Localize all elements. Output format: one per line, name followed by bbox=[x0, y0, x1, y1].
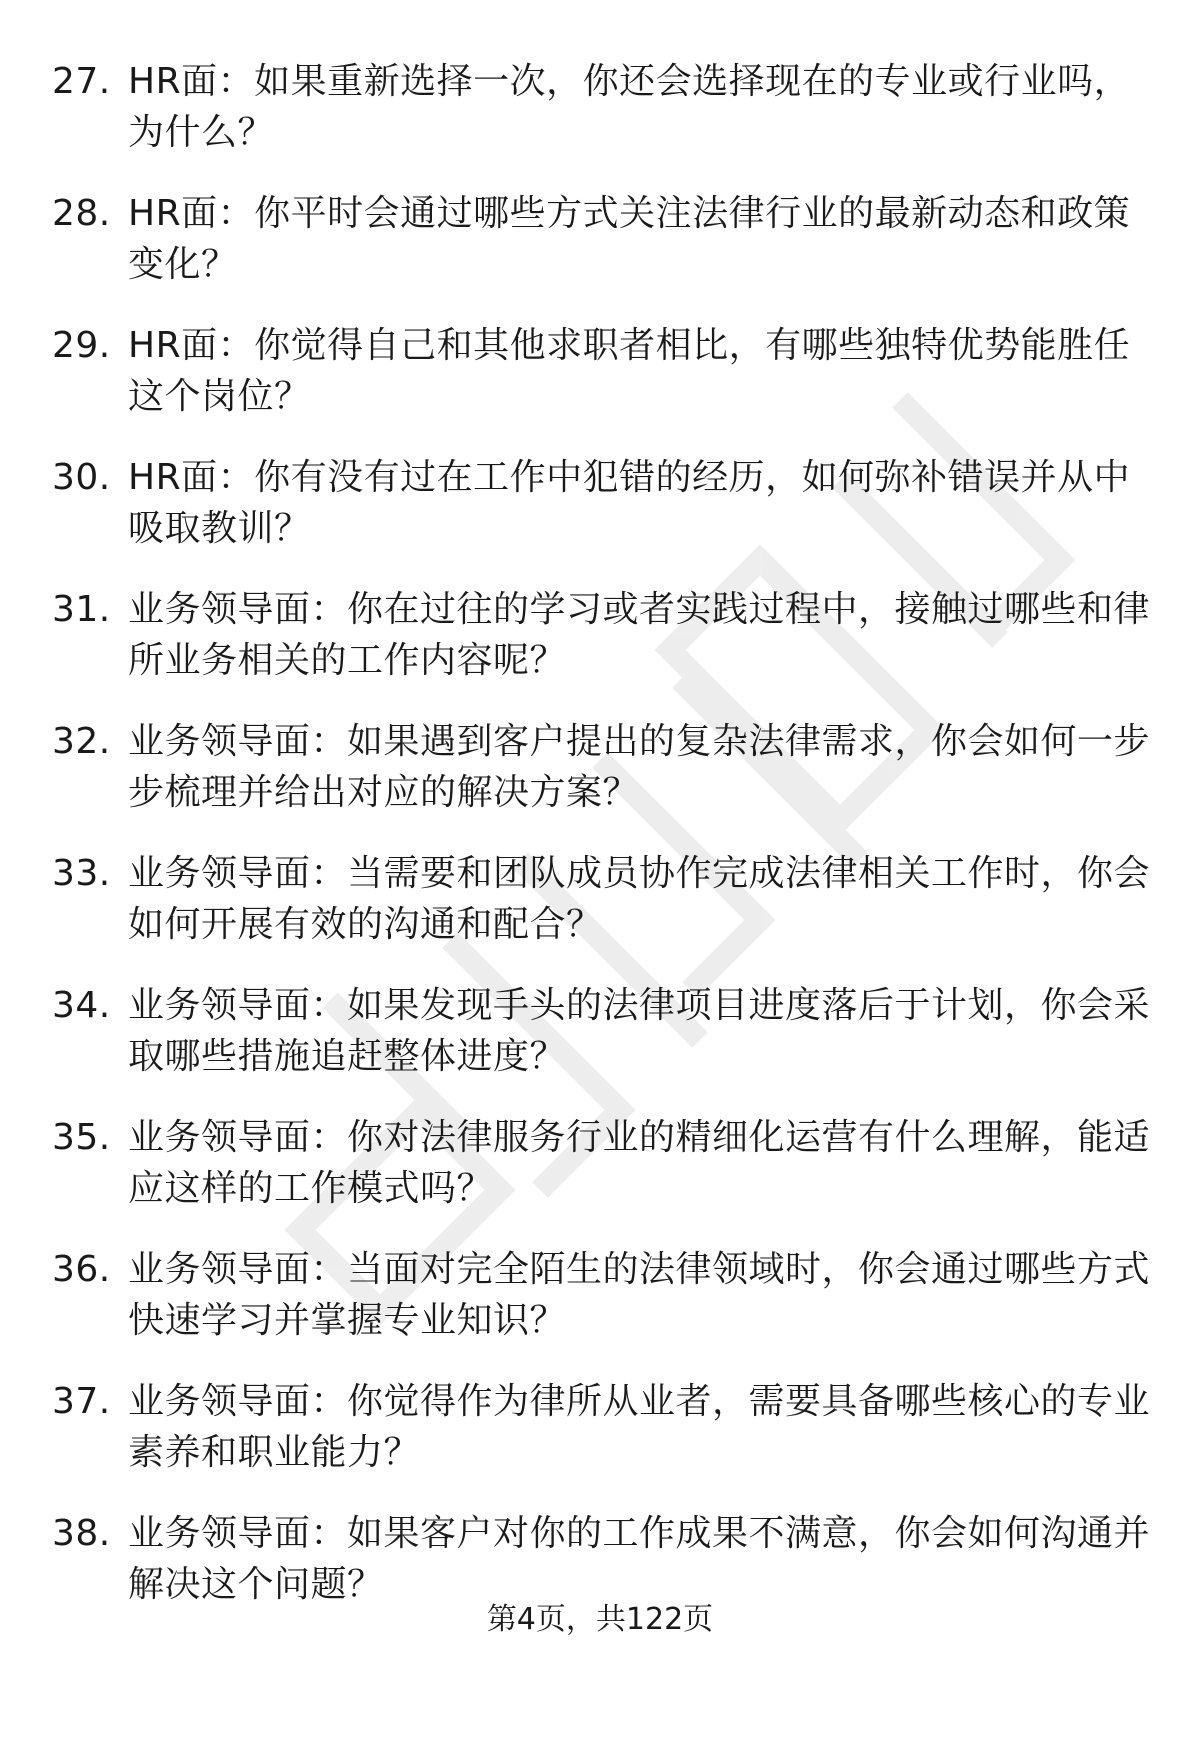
question-number: 36. bbox=[52, 1249, 111, 1290]
question-text: 业务领导面：你觉得作为律所从业者，需要具备哪些核心的专业素养和职业能力？ bbox=[128, 1381, 1151, 1473]
question-number: 37. bbox=[52, 1381, 111, 1422]
list-item bbox=[52, 320, 1152, 422]
question-text: 业务领导面：你在过往的学习或者实践过程中，接触过哪些和律所业务相关的工作内容呢？ bbox=[128, 589, 1151, 681]
question-number: 35. bbox=[52, 1117, 111, 1158]
question-text: HR面：你有没有过在工作中犯错的经历，如何弥补错误并从中吸取教训？ bbox=[128, 457, 1131, 549]
question-text: HR面：你觉得自己和其他求职者相比，有哪些独特优势能胜任这个岗位？ bbox=[128, 325, 1131, 417]
question-number: 33. bbox=[52, 853, 111, 894]
list-item bbox=[52, 980, 1152, 1082]
question-text: HR面：你平时会通过哪些方式关注法律行业的最新动态和政策变化？ bbox=[128, 193, 1131, 285]
question-text: HR面：如果重新选择一次，你还会选择现在的专业或行业吗，为什么？ bbox=[128, 61, 1131, 153]
question-text: 业务领导面：当需要和团队成员协作完成法律相关工作时，你会如何开展有效的沟通和配合？ bbox=[128, 853, 1151, 945]
question-number: 34. bbox=[52, 985, 111, 1026]
list-item bbox=[52, 1508, 1152, 1610]
list-item bbox=[52, 1112, 1152, 1214]
list-item bbox=[52, 584, 1152, 686]
question-number: 28. bbox=[52, 193, 111, 234]
list-item bbox=[52, 848, 1152, 950]
list-item bbox=[52, 188, 1152, 290]
list-item bbox=[52, 452, 1152, 554]
list-item bbox=[52, 1376, 1152, 1478]
list-item bbox=[52, 1244, 1152, 1346]
question-list bbox=[52, 56, 1152, 1640]
question-number: 31. bbox=[52, 589, 111, 630]
list-item bbox=[52, 716, 1152, 818]
question-number: 29. bbox=[52, 325, 111, 366]
question-number: 27. bbox=[52, 61, 111, 102]
list-item bbox=[52, 56, 1152, 158]
question-text: 业务领导面：你对法律服务行业的精细化运营有什么理解，能适应这样的工作模式吗？ bbox=[128, 1117, 1151, 1209]
question-text: 业务领导面：如果遇到客户提出的复杂法律需求，你会如何一步步梳理并给出对应的解决方案？ bbox=[128, 721, 1151, 813]
question-text: 业务领导面：当面对完全陌生的法律领域时，你会通过哪些方式快速学习并掌握专业知识？ bbox=[128, 1249, 1151, 1341]
question-text: 业务领导面：如果发现手头的法律项目进度落后于计划，你会采取哪些措施追赶整体进度？ bbox=[128, 985, 1151, 1077]
question-text: 业务领导面：如果客户对你的工作成果不满意，你会如何沟通并解决这个问题？ bbox=[128, 1513, 1151, 1605]
question-number: 38. bbox=[52, 1513, 111, 1554]
question-number: 30. bbox=[52, 457, 111, 498]
question-number: 32. bbox=[52, 721, 111, 762]
page-number-footer: 第4页，共122页 bbox=[486, 1602, 714, 1637]
